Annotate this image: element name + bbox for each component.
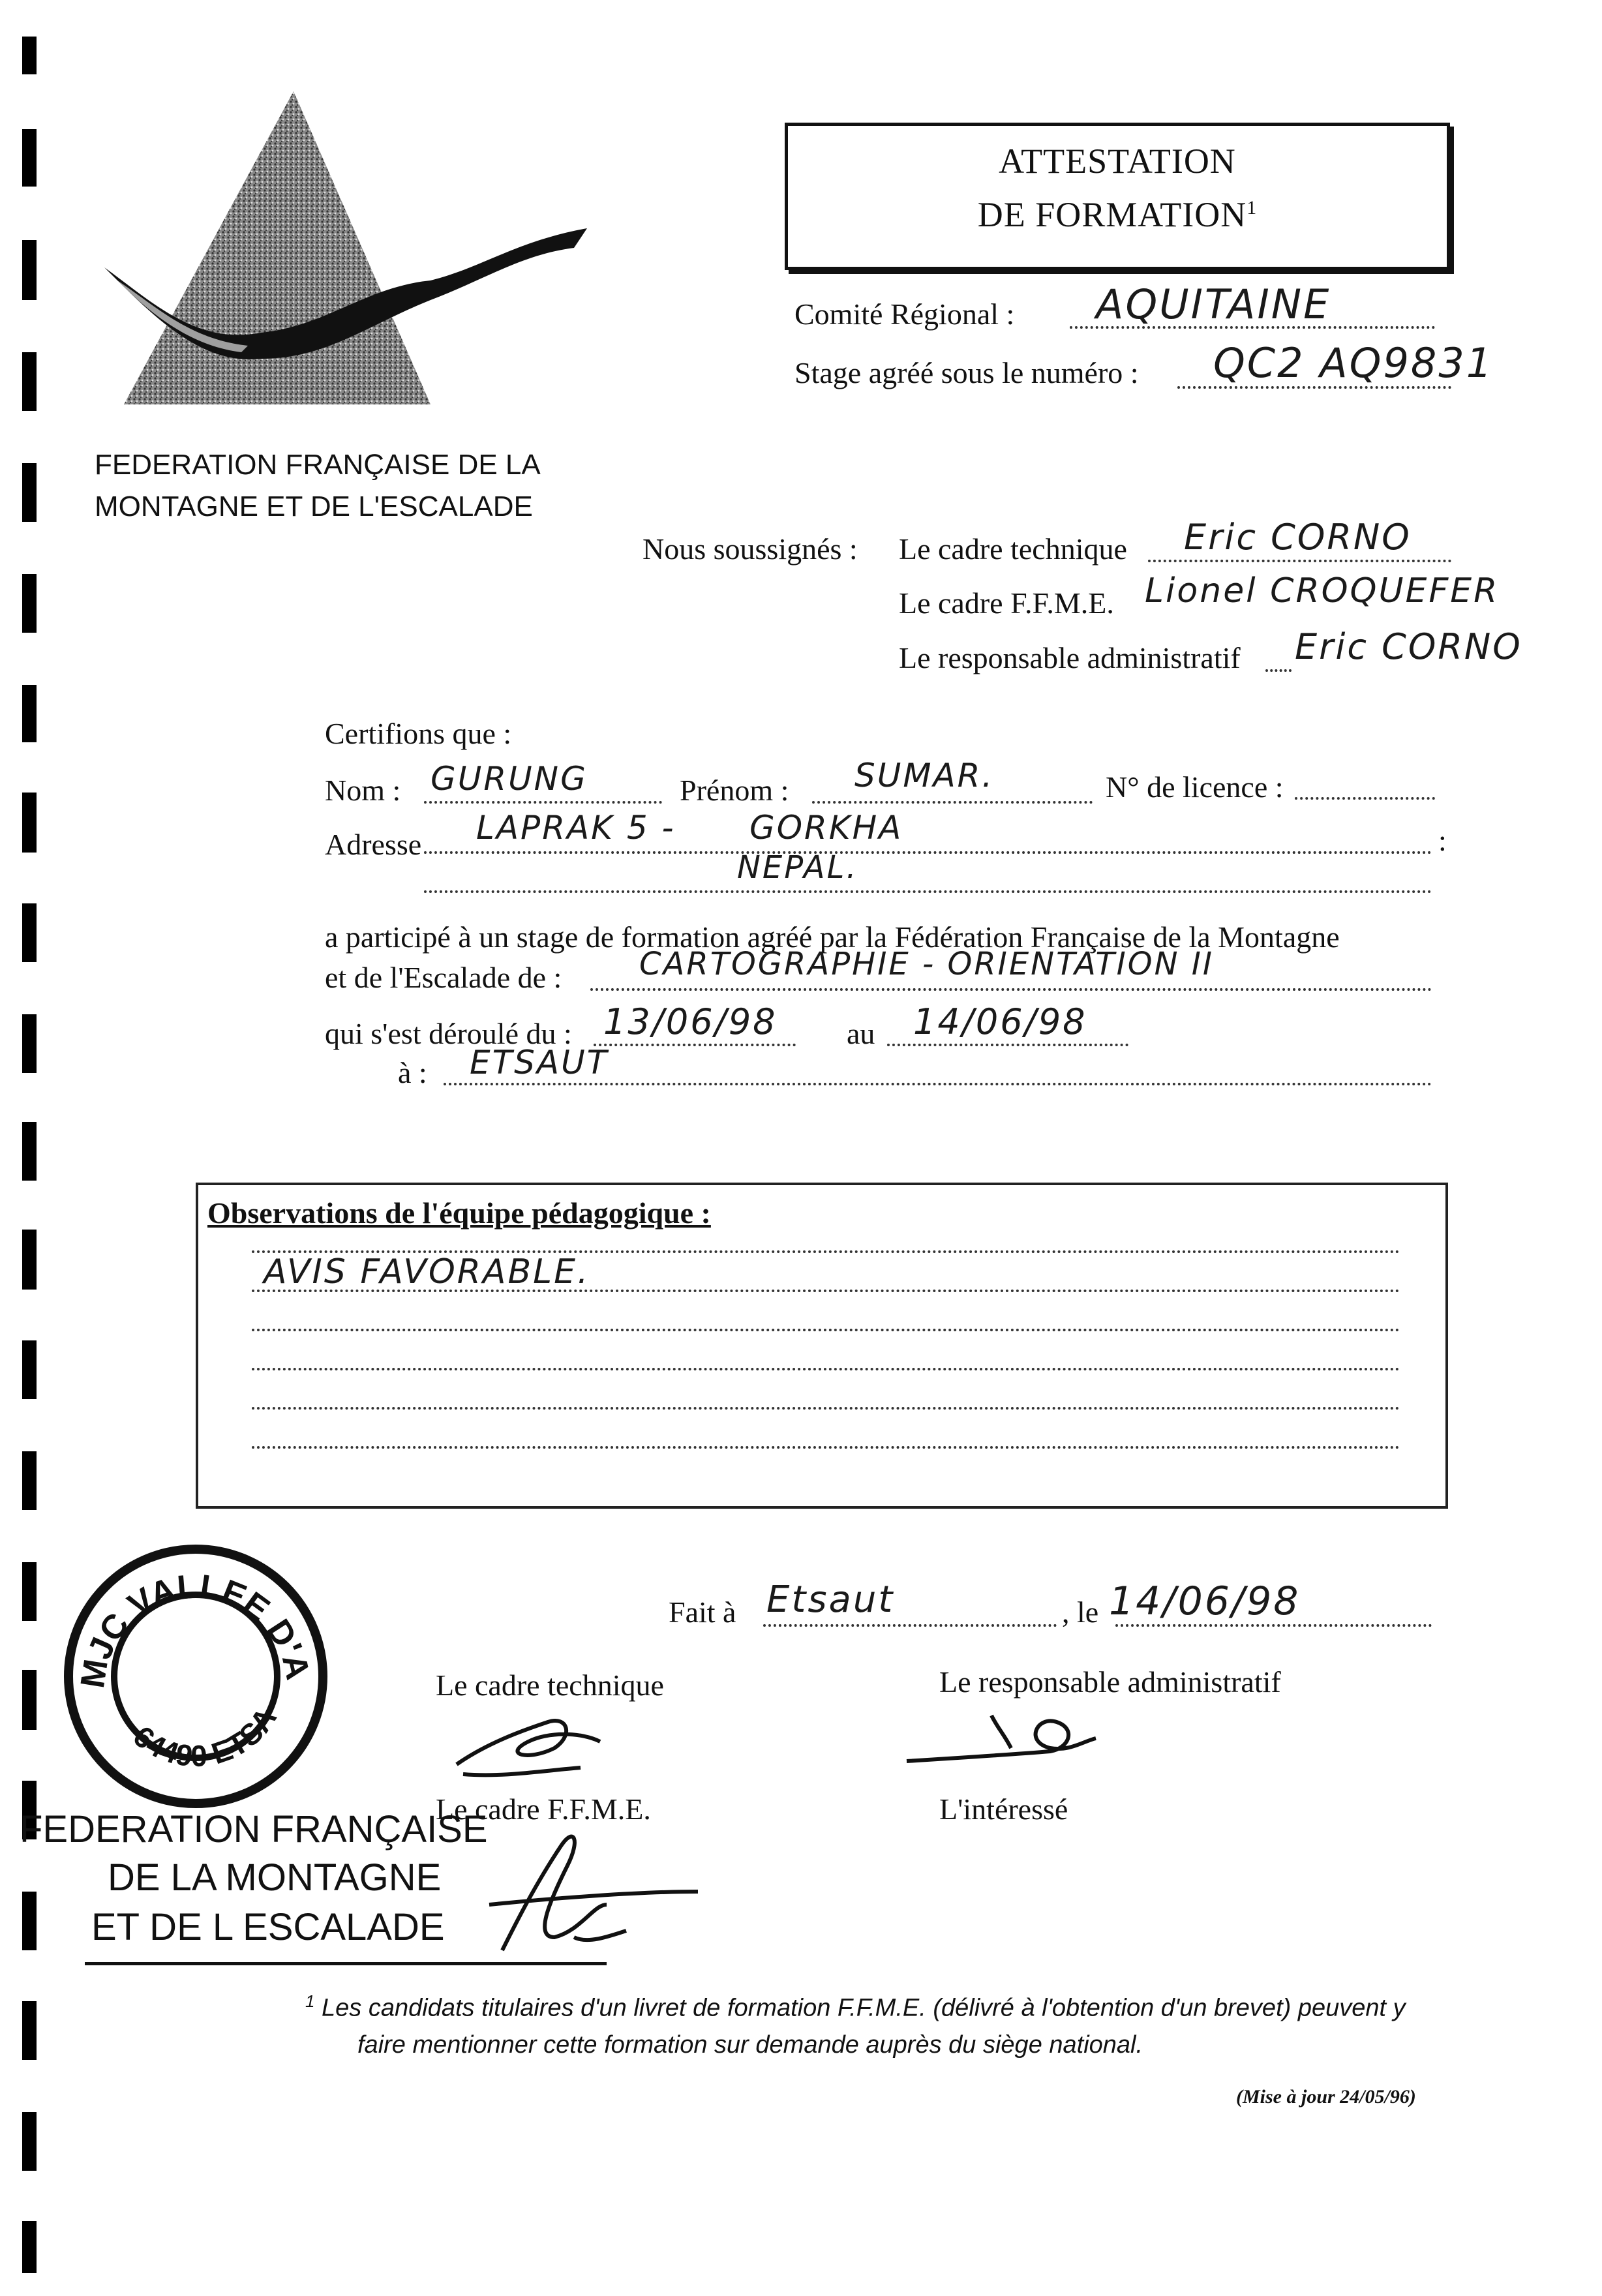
ffme-value: Lionel CROQUEFER [1145,571,1500,611]
prenom-value: SUMAR. [854,757,995,794]
signature-admin [900,1689,1109,1781]
signature-ffme [476,1807,711,1963]
du-label: qui s'est déroulé du : [325,1017,572,1050]
licence-label: N° de licence : [1106,770,1284,804]
prenom-label: Prénom : [680,774,789,807]
update-date: (Mise à jour 24/05/96) [1236,2086,1416,2107]
document-title [788,138,1447,238]
au-label: au [847,1017,875,1050]
certification-intro: Certifions que : [325,717,512,750]
svg-text:MJC VALLEE D'ASPE [59,1539,317,1691]
a-label: à : [398,1056,427,1089]
signature-technique [450,1702,620,1787]
admin-value: Eric CORNO [1295,626,1522,667]
committee-label: Comité Régional : [794,297,1015,331]
footnote-line2: faire mentionner cette formation sur demande auprès du siège national. [357,2031,1143,2059]
footnote-number: 1 [305,1991,315,2011]
observations-title: Observations de l'équipe pédagogique : [207,1196,711,1230]
au-value: 14/06/98 [913,1001,1087,1042]
observations-box [196,1183,1448,1509]
signatories-intro: Nous soussignés : [642,532,858,566]
round-stamp-icon [59,1539,333,1813]
stage-number-value: QC2 AQ9831 [1213,339,1494,387]
participation-line2: et de l'Escalade de : [325,961,562,994]
technical-label: Le cadre technique [899,532,1127,566]
fait-value: Etsaut [766,1578,895,1621]
svg-text:64490 ETSAUT [59,1539,283,1773]
signature-icon [450,1702,620,1787]
org-name-line2: MONTAGNE ET DE L'ESCALADE [95,491,533,522]
ffme-label: Le cadre F.F.M.E. [899,586,1114,620]
committee-value: AQUITAINE [1096,280,1331,328]
title-line2: DE FORMATION$^1$ [977,195,1258,234]
adresse-label: Adresse [325,828,422,861]
mjc-stamp [59,1539,333,1813]
ffme-stamp-line1: FEDERATION FRANÇAISE [20,1808,488,1850]
ffme-stamp-line3: ET DE L ESCALADE [91,1906,445,1948]
nom-label: Nom : [325,774,401,807]
signature-icon [900,1689,1109,1781]
a-value: ETSAUT [470,1044,609,1081]
footnote-ref: 1 [1247,197,1258,219]
nom-value: GURUNG [431,760,588,798]
adresse-line2: NEPAL. [737,849,858,886]
title-line1: ATTESTATION [999,142,1236,181]
participation-line1: a participé à un stage de formation agréé par la Fédération Française de la Montagne [325,920,1340,954]
footnote-line1: $^1$ Les candidats titulaires d'un livret de formation F.F.M.E. (délivré à l'obtention d'un brevet) peuvent y [305,1991,1406,2022]
stage-title-value: CARTOGRAPHIE - ORIENTATION II [639,946,1215,982]
technical-value: Eric CORNO [1184,517,1412,558]
ffme-logo [91,85,600,424]
org-name-line1: FEDERATION FRANÇAISE DE LA [95,449,541,481]
fait-label: Fait à [669,1595,736,1629]
title-box [785,123,1450,270]
adresse-colon: : [1438,824,1447,857]
adresse-line1: LAPRAK 5 - GORKHA [476,809,903,847]
sig-admin-label: Le responsable administratif [939,1665,1281,1699]
mountain-logo-icon [91,85,600,424]
observations-text: AVIS FAVORABLE. [264,1252,590,1292]
le-value: 14/06/98 [1109,1578,1301,1624]
signature-icon [476,1807,711,1963]
admin-label: Le responsable administratif [899,641,1241,674]
sig-technique-label: Le cadre technique [436,1669,664,1702]
du-value: 13/06/98 [603,1001,778,1042]
le-label: , le [1062,1595,1099,1629]
stage-number-label: Stage agréé sous le numéro : [794,356,1139,389]
sig-ffme-label: Le cadre F.F.M.E. [436,1792,651,1826]
sig-interesse-label: L'intéressé [939,1792,1068,1826]
footnote [305,1983,1406,2063]
stamp-bottom-text: 64490 ETSA [127,1701,284,1774]
stamp-top-text: MJC VALLEE D'A [73,1567,317,1691]
ffme-stamp-line2: DE LA MONTAGNE [108,1856,442,1899]
